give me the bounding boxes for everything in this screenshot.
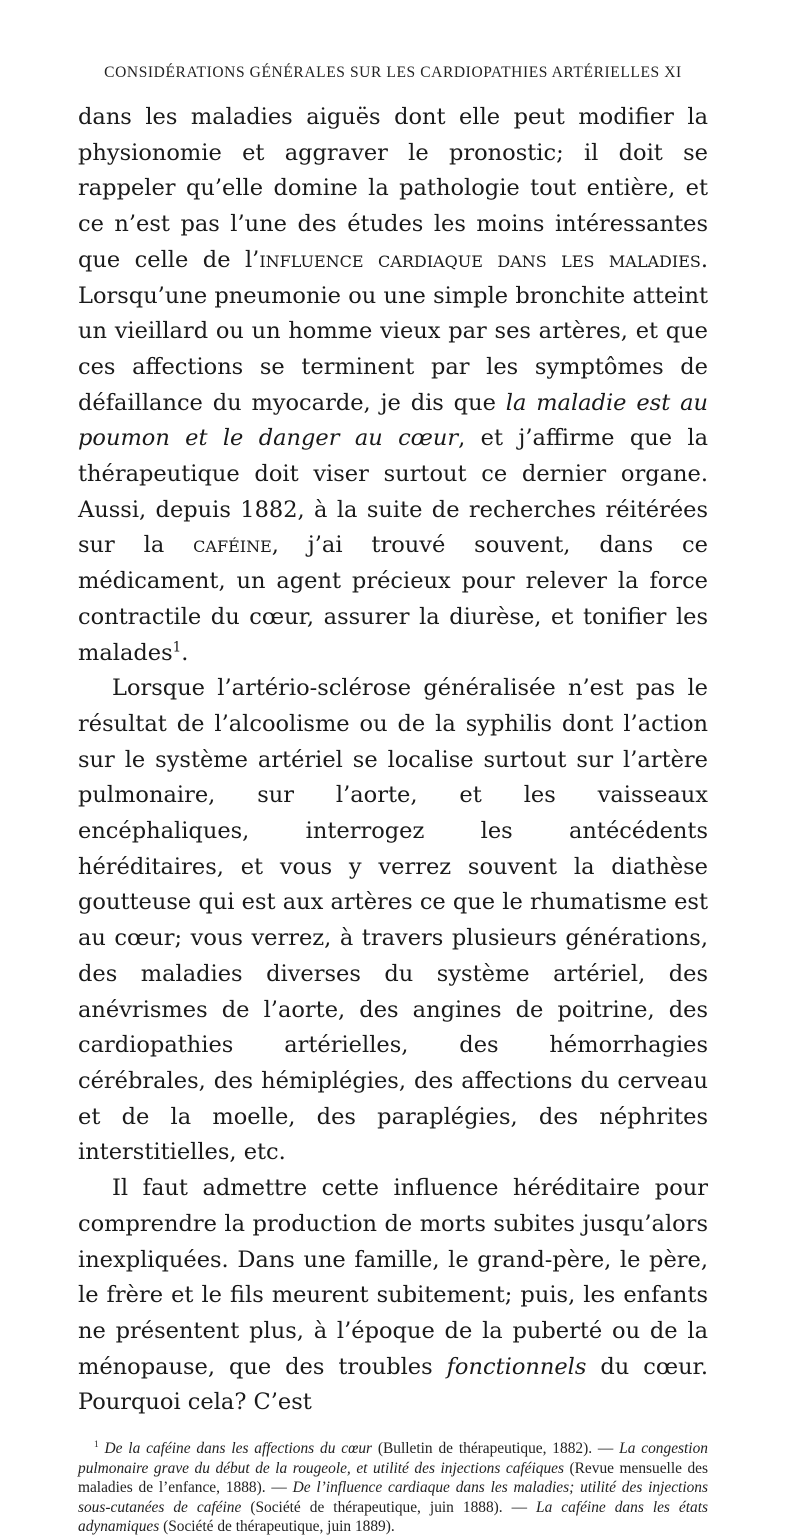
cafeine-term: caféine	[193, 532, 272, 559]
emphasis-maladie: la maladie est au poumon et le danger au cœur	[78, 389, 708, 452]
footnote-mark: 1	[94, 1438, 99, 1449]
footnote-ref: 1	[172, 639, 182, 656]
footnote-1: $^1$ De la caféine dans les affections du cœur (Bulletin de thérapeutique, 1882). — La congestion pulmonaire grave du début de la rougeole, et utilité des injections caféiques (Revue mensuelle des maladies de l’enfance, 1888). — De l’influence cardiaque dans les maladies; utilité des injections sous-cutanées de caféine (Société de thérapeutique, juin 1888). — La caféine dans les états adynamiques (Société de thérapeutique, juin 1889).	[78, 1438, 708, 1536]
main-text	[78, 100, 708, 1421]
paragraph-1: dans les maladies aiguës dont elle peut modifier la physionomie et aggraver le pronostic; il doit se rappeler qu’elle domine la pathologie tout entière, et ce n’est pas l’une des études les moins intéressantes que celle de l’influence cardiaque dans les maladies. Lorsqu’une pneumonie ou une simple bronchite atteint un vieillard ou un homme vieux par ses artères, et que ces affections se terminent par les symptômes de défaillance du myocarde, je dis que la maladie est au poumon et le danger au cœur, et j’affirme que la thérapeutique doit viser surtout ce dernier organe. Aussi, depuis 1882, à la suite de recherches réitérées sur la caféine, j’ai trouvé souvent, dans ce médicament, un agent précieux pour relever la force contractile du cœur, assurer la diurèse, et tonifier les malades$^1$.	[78, 104, 708, 666]
paragraph-3: Il faut admettre cette influence héréditaire pour comprendre la production de morts subites jusqu’alors inexpliquées. Dans une famille, le grand-père, le père, le frère et le fils meurent subitement; puis, les enfants ne présentent plus, à l’époque de la puberté ou de la ménopause, que des troubles fonctionnels du cœur. Pourquoi cela? C’est	[78, 1175, 708, 1416]
influence-term: influence cardiaque dans les maladies	[259, 246, 701, 273]
running-header	[78, 64, 708, 82]
footnotes	[78, 1439, 708, 1537]
emphasis-fonctionnels: fonctionnels	[446, 1353, 587, 1380]
page-number: XI	[664, 64, 682, 81]
paragraph-2: Lorsque l’artério-sclérose généralisée n’est pas le résultat de l’alcoolisme ou de la syphilis dont l’action sur le système artériel se localise surtout sur l’artère pulmonaire, sur l’aorte, et les vaisseaux encéphaliques, interrogez les antécédents héréditaires, et vous y verrez souvent la diathèse goutteuse qui est aux artères ce que le rhumatisme est au cœur; vous verrez, à travers plusieurs générations, des maladies diverses du système artériel, des anévrismes de l’aorte, des angines de poitrine, des cardiopathies artérielles, des hémorrhagies cérébrales, des hémiplégies, des affections du cerveau et de la moelle, des paraplégies, des néphrites interstitielles, etc.	[78, 675, 708, 1166]
running-title: CONSIDÉRATIONS GÉNÉRALES SUR LES CARDIOPATHIES ARTÉRIELLES	[104, 64, 660, 81]
